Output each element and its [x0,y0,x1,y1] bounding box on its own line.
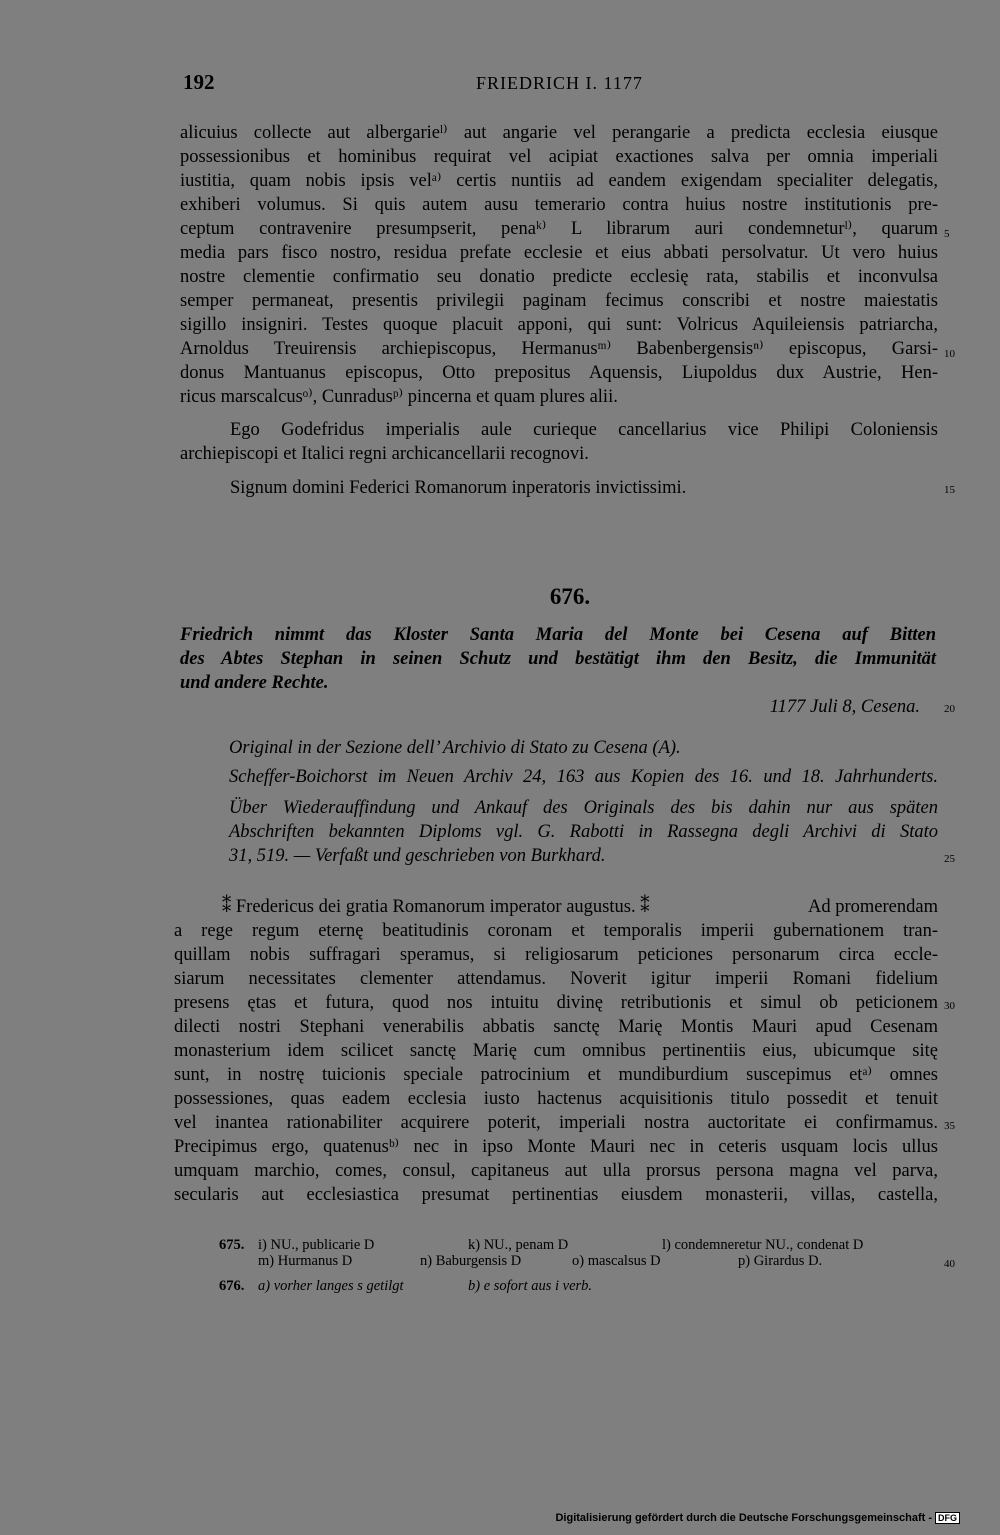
text-line: alicuius collecte aut albergarieˡ⁾ aut angarie vel perangarie a predicta ecclesia eiusque [180,123,938,143]
chancellor-line: Ego Godefridus imperialis aule curieque cancellarius vice Philipi Coloniensis [230,420,938,440]
footnote: o) mascalsus D [572,1253,661,1269]
text-line: quillam nobis suffragari speramus, si religiosarum peticiones personarum circa eccle- [174,945,938,965]
text-line: sigillo insigniri. Testes quoque placuit apponi, qui sunt: Volricus Aquileiensis patriarcha, [180,315,938,335]
text-line: donus Mantuanus episcopus, Otto prepositus Aquensis, Liupoldus dux Austrie, Hen- [180,363,938,383]
note-line: Über Wiederauffindung und Ankauf des Originals des bis dahin nur aus späten [229,798,938,818]
text-line: siarum necessitates clementer attendamus. Noverit igitur imperii Romani fidelium [174,969,938,989]
regest-line: Friedrich nimmt das Kloster Santa Maria del Monte bei Cesena auf Bitten [180,625,936,645]
text-line: secularis aut ecclesiastica presumat pertinentias eiusdem monasterii, villas, castella, [174,1185,938,1205]
text-line: nostre clementie confirmatio seu donatio predicte ecclesię rata, stabilis et inconvulsa [180,267,938,287]
text-line: monasterium idem scilicet sanctę Marię cum omnibus pertinentiis eius, ubicumque sitę [174,1041,938,1061]
note-line: Abschriften bekannten Diploms vgl. G. Rabotti in Rassegna degli Archivi di Stato [229,822,938,842]
chancellor-line: archiepiscopi et Italici regni archicancellarii recognovi. [180,444,589,464]
text-line: possessionibus et hominibus requirat vel acipiat exactiones salva per omnia imperiali [180,147,938,167]
text-line: dilecti nostri Stephani venerabilis abbatis sanctę Marię Montis Mauri apud Cesenam [174,1017,938,1037]
footer-text: Digitalisierung gefördert durch die Deutsche Forschungsgemeinschaft - [555,1512,932,1524]
footnote: k) NU., penam D [468,1237,569,1253]
text-line: media pars fisco nostro, residua prefate ecclesie et eius abbati persolvatur. Ut vero huius [180,243,938,263]
text-line: possessiones, quas eadem ecclesia iusto hactenus acquisitionis titulo possedit et tenuit [174,1089,938,1109]
line-number: 25 [944,853,955,865]
text-line: a rege regum eternę beatitudinis coronam et temporalis imperii gubernationem tran- [174,921,938,941]
note-line: 31, 519. — Verfaßt und geschrieben von Burkhard. [229,846,606,866]
line-number: 20 [944,703,955,715]
footnote-label: 676. [219,1278,245,1294]
running-title: FRIEDRICH I. 1177 [476,73,643,93]
footnote: p) Girardus D. [738,1253,823,1269]
text-line: Ad promerendam [808,897,938,917]
text-line: umquam marchio, comes, consul, capitaneus aut ulla prorsus persona magna vel parva, [174,1161,938,1181]
footnote: m) Hurmanus D [258,1253,353,1269]
line-number: 10 [944,348,955,360]
text-line: ricus marscalcusᵒ⁾, Cunradusᵖ⁾ pincerna et quam plures alii. [180,387,618,407]
dfg-credit [555,1512,960,1524]
text-line: sunt, in nostrę tuicionis speciale patrocinium et mundiburdium suscepimus etᵃ⁾ omnes [174,1065,938,1085]
line-number: 30 [944,1000,955,1012]
page-number: 192 [183,70,215,94]
line-number: 35 [944,1120,955,1132]
line-number: 5 [944,228,950,240]
text-line: Arnoldus Treuirensis archiepiscopus, Hermanusᵐ⁾ Babenbergensisⁿ⁾ episcopus, Garsi- [180,339,938,359]
text-line: vel inantea rationabiliter acquirere poterit, imperiali nostra auctoritate ei confirmamus. [174,1113,938,1133]
footnote: l) condemneretur NU., condenat D [662,1237,864,1253]
text-line: presens ętas et futura, quod nos intuitu divinę retributionis et simul ob peticionem [174,993,938,1013]
text-line: ceptum contravenire presumpserit, penaᵏ⁾ L librarum auri condemneturˡ⁾, quarum [180,219,938,239]
dfg-logo: DFG [935,1512,960,1524]
text-line: ⁑ Fredericus dei gratia Romanorum imperator augustus. ⁑ [222,897,650,917]
footnote: a) vorher langes s getilgt [258,1278,404,1294]
regest-line: des Abtes Stephan in seinen Schutz und bestätigt ihm den Besitz, die Immunität [180,649,936,669]
signum-line: Signum domini Federici Romanorum inperatoris invictissimi. [230,478,687,498]
text-line: iustitia, quam nobis ipsis velᵃ⁾ certis nuntiis ad eandem exigendam specialiter delegatis, [180,171,938,191]
regest-line: und andere Rechte. [180,673,329,693]
text-line: exhiberi volumus. Si quis autem ausu temerario contra huius nostre institutionis pre- [180,195,938,215]
footnote: b) e sofort aus i verb. [468,1278,593,1294]
text-line: Precipimus ergo, quatenusᵇ⁾ nec in ipso Monte Mauri nec in ceteris usquam locis ullus [174,1137,938,1157]
line-number: 15 [944,484,955,496]
footnote-label: 675. [219,1237,245,1253]
line-number: 40 [944,1258,955,1270]
note-line: Original in der Sezione dell’ Archivio di Stato zu Cesena (A). [229,738,681,758]
document-number: 676. [549,584,591,609]
date-place: 1177 Juli 8, Cesena. [769,697,920,717]
text-line: semper permaneat, presentis privilegii paginam fecimus conscribi et nostre maiestatis [180,291,938,311]
footnote: i) NU., publicarie D [258,1237,375,1253]
note-line: Scheffer-Boichorst im Neuen Archiv 24, 163 aus Kopien des 16. und 18. Jahrhunderts. [229,767,938,787]
footnote: n) Baburgensis D [420,1253,522,1269]
